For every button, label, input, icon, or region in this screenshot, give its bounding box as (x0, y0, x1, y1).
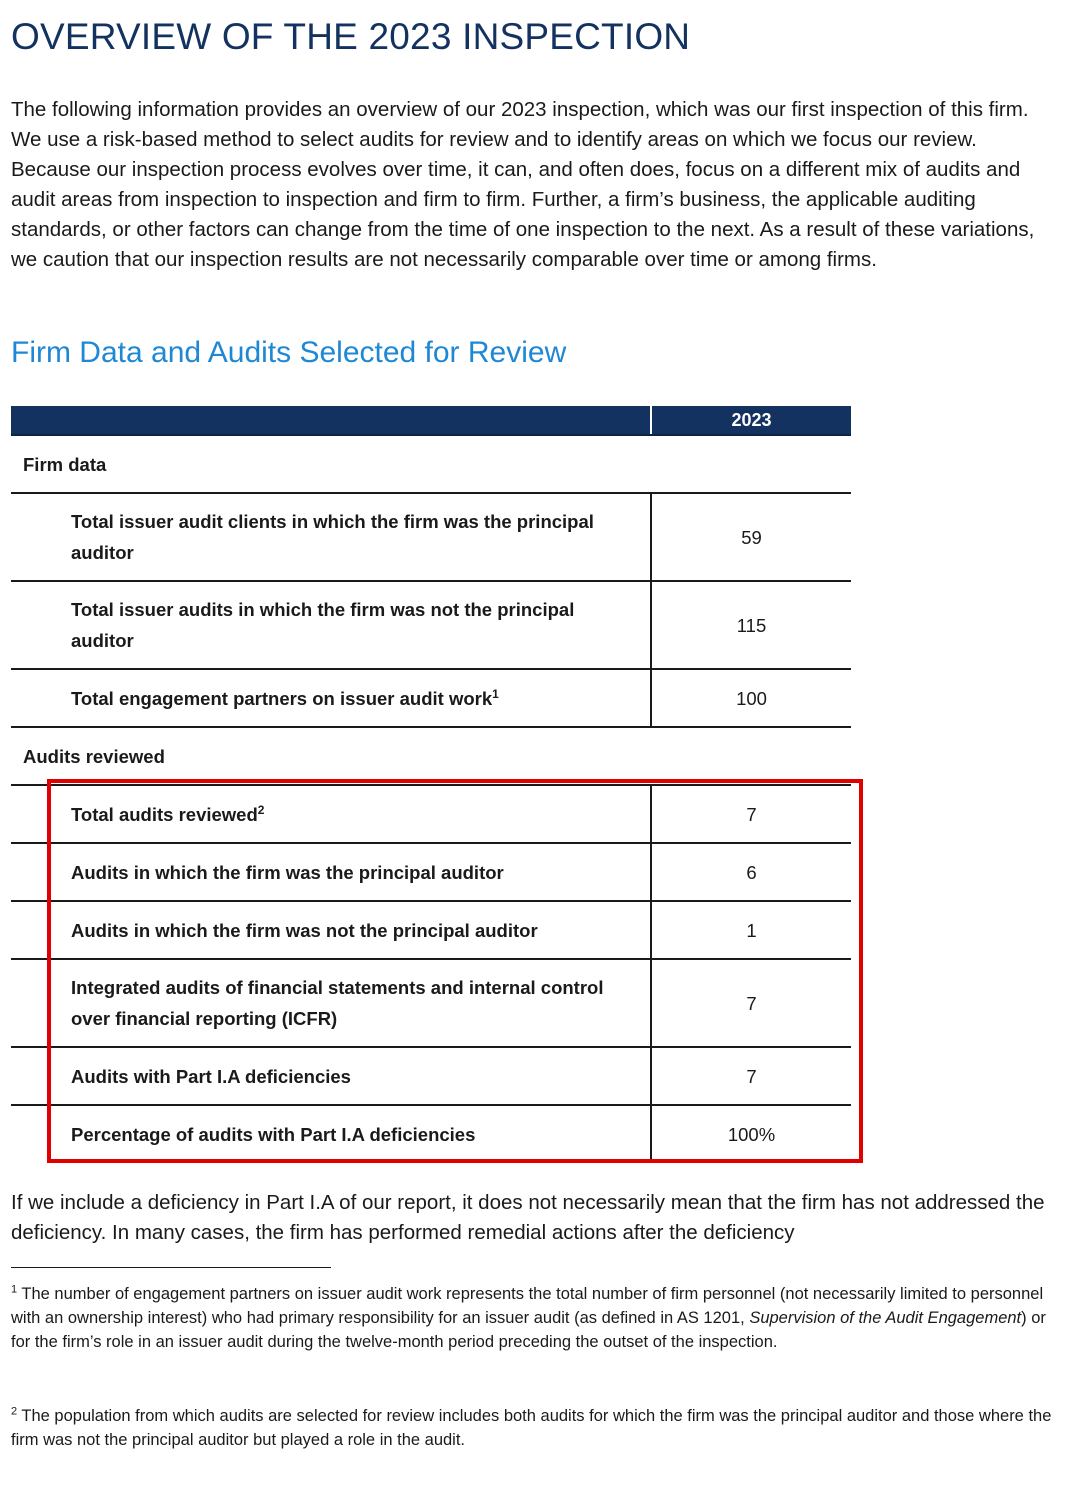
row-value: 6 (651, 843, 851, 901)
table-row (11, 843, 851, 901)
year-column-header: 2023 (651, 406, 851, 435)
row-label: Audits in which the firm was the principal auditor (11, 843, 651, 901)
footnote-2-text: The population from which audits are selected for review includes both audits for which the firm was the principal auditor and those where the firm was not the principal auditor but played a role in the audit. (11, 1407, 1052, 1449)
row-label: Total issuer audits in which the firm was not the principal auditor (11, 581, 651, 669)
table-row (11, 1105, 851, 1162)
table-header-row (11, 406, 851, 435)
table-header-blank (11, 406, 651, 435)
footnote-1-text: The number of engagement partners on issuer audit work represents the total number of firm personnel (not necessarily limited to personnel with an ownership interest) who had primary responsibility for an issuer audit (as defined in AS 1201, (11, 1285, 1044, 1327)
audits-reviewed-group-row (11, 727, 851, 785)
footnote-1-text-end: ) or for the firm’s role in an issuer audit during the twelve-month period preceding the outset of the inspection. (11, 1309, 1046, 1351)
row-value: 100 (651, 669, 851, 727)
firm-data-table (11, 406, 851, 1162)
footnote-2-mark: 2 (11, 1405, 18, 1418)
row-label (11, 785, 651, 843)
footnote-2 (11, 1404, 1059, 1452)
table-row (11, 669, 851, 727)
table-row (11, 785, 851, 843)
table-row (11, 493, 851, 581)
table-row (11, 581, 851, 669)
row-label: Total issuer audit clients in which the firm was the principal auditor (11, 493, 651, 581)
footnote-ref-1[interactable]: 1 (492, 686, 499, 701)
section-heading: Firm Data and Audits Selected for Review (11, 336, 567, 369)
audits-reviewed-group-label: Audits reviewed (11, 727, 851, 785)
row-label: Integrated audits of financial statements and internal control over financial reporting (ICFR) (11, 959, 651, 1047)
row-value: 115 (651, 581, 851, 669)
row-value: 7 (651, 959, 851, 1047)
after-table-paragraph: If we include a deficiency in Part I.A of our report, it does not necessarily mean that the firm has not addressed the deficiency. In many cases, the firm has performed remedial actions after the deficiency (11, 1191, 1045, 1244)
row-value: 59 (651, 493, 851, 581)
row-value: 1 (651, 901, 851, 959)
row-value: 7 (651, 1047, 851, 1105)
page-title: OVERVIEW OF THE 2023 INSPECTION (11, 16, 691, 57)
table-row (11, 1047, 851, 1105)
row-label: Audits with Part I.A deficiencies (11, 1047, 651, 1105)
intro-paragraph: The following information provides an overview of our 2023 inspection, which was our first inspection of this firm. We use a risk-based method to select audits for review and to identify areas on which we focus our review. Because our inspection process evolves over time, it can, and often does, focus on a different mix of audits and audit areas from inspection to inspection and firm to firm. Further, a firm’s business, the applicable auditing standards, or other factors can change from the time of one inspection to the next. As a result of these variations, we caution that our inspection results are not necessarily comparable over time or among firms. (11, 98, 1035, 271)
firm-data-group-row (11, 435, 851, 493)
footnote-ref-2[interactable]: 2 (257, 802, 265, 817)
row-label: Audits in which the firm was not the principal auditor (11, 901, 651, 959)
firm-data-group-label: Firm data (11, 435, 851, 493)
row-label-text: Total audits reviewed (71, 803, 258, 825)
footnote-1-italic: Supervision of the Audit Engagement (749, 1309, 1022, 1327)
row-label: Percentage of audits with Part I.A deficiencies (11, 1105, 651, 1162)
table-row (11, 901, 851, 959)
table-row (11, 959, 851, 1047)
row-label-text: Total engagement partners on issuer audit work (71, 687, 493, 709)
footnote-1-mark: 1 (11, 1283, 18, 1296)
row-value: 7 (651, 785, 851, 843)
row-value: 100% (727, 1123, 776, 1145)
footnote-divider (11, 1267, 331, 1268)
row-label (11, 669, 651, 727)
footnote-1 (11, 1282, 1059, 1354)
